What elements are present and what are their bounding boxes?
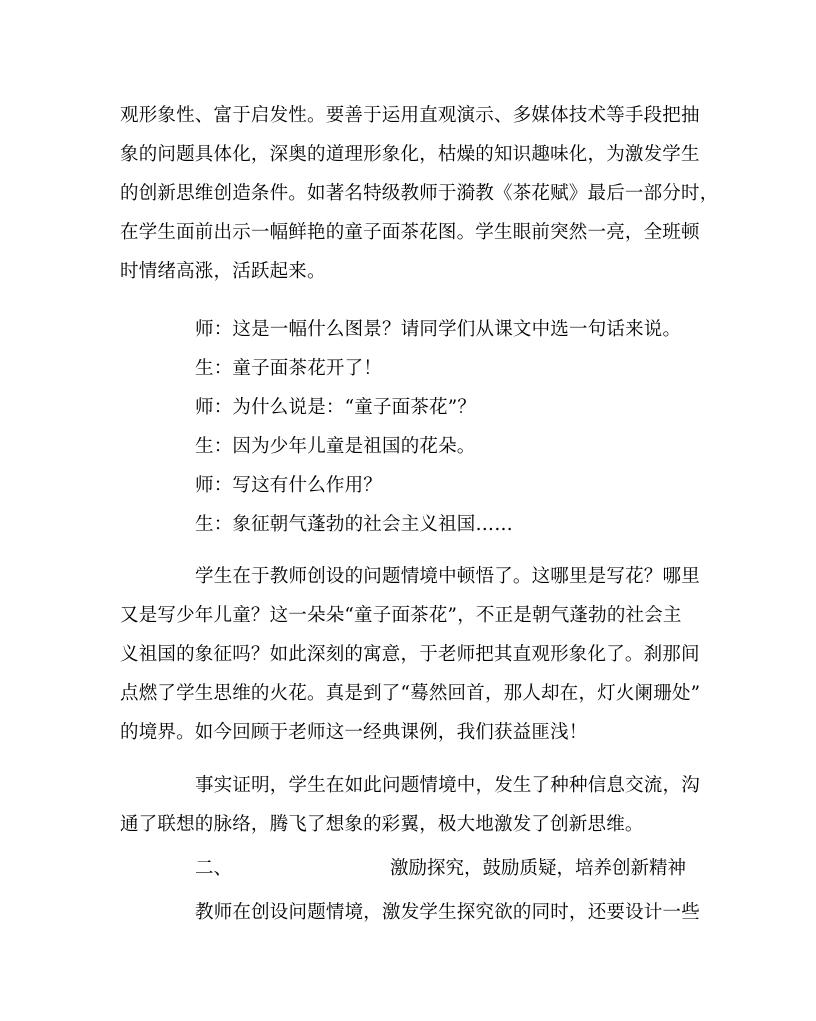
paragraph-line: 学生在于教师创设的问题情境中顿悟了。这哪里是写花？哪里 — [195, 566, 700, 587]
paragraph-line: 时情绪高涨，活跃起来。 — [120, 261, 326, 282]
paragraph-line: 的创新思维创造条件。如著名特级教师于漪教《茶花赋》最后一部分时， — [120, 183, 719, 204]
paragraph-line: 教师在创设问题情境，激发学生探究欲的同时，还要设计一些 — [195, 902, 700, 923]
dialogue-line: 生：童子面茶花开了！ — [195, 358, 383, 379]
section-number: 二、 — [195, 858, 233, 879]
dialogue-line: 师：为什么说是：“童子面茶花”？ — [195, 397, 477, 418]
paragraph-line: 在学生面前出示一幅鲜艳的童子面茶花图。学生眼前突然一亮，全班顿 — [120, 222, 700, 243]
paragraph-line: 事实证明，学生在如此问题情境中，发生了种种信息交流，沟 — [195, 775, 700, 796]
dialogue-line: 生：象征朝气蓬勃的社会主义祖国…… — [195, 514, 513, 535]
paragraph-line: 义祖国的象征吗？如此深刻的寓意，于老师把其直观形象化了。刹那间 — [120, 644, 700, 665]
paragraph-line: 的境界。如今回顾于老师这一经典课例，我们获益匪浅！ — [120, 722, 588, 743]
paragraph-line: 象的问题具体化，深奥的道理形象化，枯燥的知识趣味化，为激发学生 — [120, 144, 700, 165]
section-heading: 激励探究，鼓励质疑，培养创新精神 — [390, 858, 687, 879]
paragraph-line: 又是写少年儿童？这一朵朵“童子面茶花”，不正是朝气蓬勃的社会主 — [120, 605, 682, 626]
paragraph-line: 通了联想的脉络，腾飞了想象的彩翼，极大地激发了创新思维。 — [120, 814, 644, 835]
dialogue-line: 生：因为少年儿童是祖国的花朵。 — [195, 436, 476, 457]
dialogue-line: 师：写这有什么作用？ — [195, 475, 383, 496]
paragraph-line: 点燃了学生思维的火花。真是到了“蓦然回首，那人却在，灯火阑珊处” — [120, 683, 701, 704]
dialogue-line: 师：这是一幅什么图景？请同学们从课文中选一句话来说。 — [195, 319, 682, 340]
paragraph-line: 观形象性、富于启发性。要善于运用直观演示、多媒体技术等手段把抽 — [120, 105, 700, 126]
